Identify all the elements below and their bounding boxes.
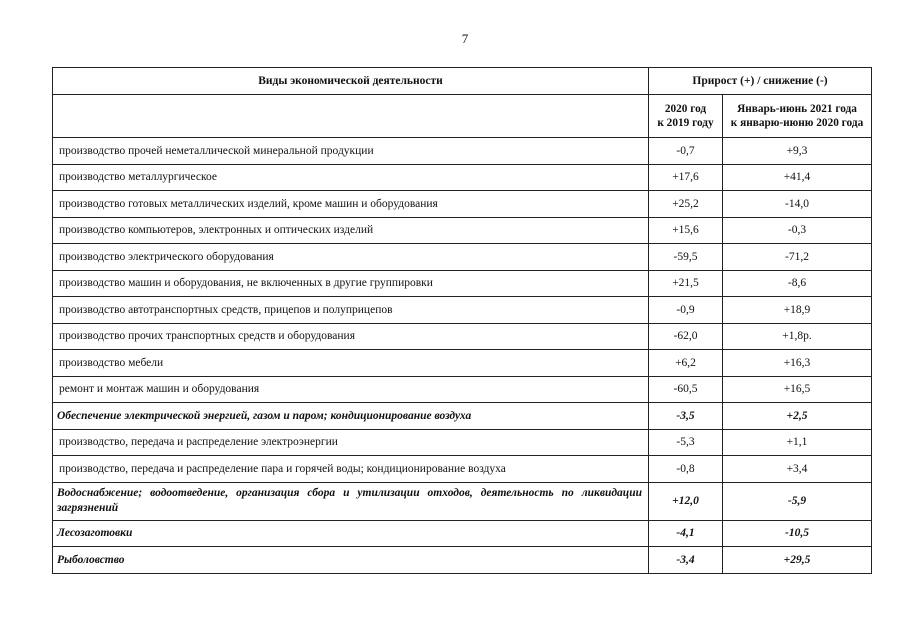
table-row: [53, 297, 872, 324]
value-2020: +25,2: [649, 191, 723, 218]
activity-name: производство прочих транспортных средств и оборудования: [53, 323, 649, 350]
activity-name: производство компьютеров, электронных и оптических изделий: [53, 217, 649, 244]
table-row: [53, 350, 872, 377]
change-header: Прирост (+) / снижение (-): [649, 68, 872, 95]
value-2020: -62,0: [649, 323, 723, 350]
table-row: [53, 429, 872, 456]
value-2020: +15,6: [649, 217, 723, 244]
col-2021-header-line1: Январь-июнь 2021 года: [737, 103, 857, 115]
value-h1-2021: +16,5: [723, 376, 872, 403]
activity-header-spacer: [53, 95, 649, 138]
activity-name: ремонт и монтаж машин и оборудования: [53, 376, 649, 403]
value-2020: -3,5: [649, 403, 723, 430]
value-h1-2021: -8,6: [723, 270, 872, 297]
col-2020-header: [649, 95, 723, 138]
activity-name: производство готовых металлических изделий, кроме машин и оборудования: [53, 191, 649, 218]
value-h1-2021: +1,1: [723, 429, 872, 456]
economic-activity-table: [52, 67, 872, 574]
table-row: [53, 323, 872, 350]
value-2020: +6,2: [649, 350, 723, 377]
activity-name: производство, передача и распределение пара и горячей воды; кондиционирование воздуха: [53, 456, 649, 483]
table-row: [53, 217, 872, 244]
table-row: [53, 376, 872, 403]
col-2021-header-line2: к январю-июню 2020 года: [730, 117, 864, 129]
value-h1-2021: -5,9: [723, 482, 872, 520]
table-row: [53, 244, 872, 271]
activity-name: производство мебели: [53, 350, 649, 377]
table-row-section: [53, 520, 872, 547]
table-row-section: [53, 547, 872, 574]
value-2020: +12,0: [649, 482, 723, 520]
value-2020: -0,8: [649, 456, 723, 483]
table-row: [53, 138, 872, 165]
value-2020: -3,4: [649, 547, 723, 574]
section-name: Лесозаготовки: [53, 520, 649, 547]
value-h1-2021: +18,9: [723, 297, 872, 324]
activity-name: производство автотранспортных средств, прицепов и полуприцепов: [53, 297, 649, 324]
value-2020: -0,7: [649, 138, 723, 165]
section-name: Обеспечение электрической энергией, газом и паром; кондиционирование воздуха: [53, 403, 649, 430]
table-row-section: [53, 482, 872, 520]
activity-name: производство металлургическое: [53, 164, 649, 191]
value-2020: -0,9: [649, 297, 723, 324]
value-2020: +17,6: [649, 164, 723, 191]
activity-name: производство электрического оборудования: [53, 244, 649, 271]
activity-name: производство машин и оборудования, не включенных в другие группировки: [53, 270, 649, 297]
table-row: [53, 270, 872, 297]
section-name: Рыболовство: [53, 547, 649, 574]
value-h1-2021: +3,4: [723, 456, 872, 483]
table-row: [53, 456, 872, 483]
col-2020-header-line1: 2020 год: [664, 103, 707, 115]
col-2021-header: [723, 95, 872, 138]
value-h1-2021: -14,0: [723, 191, 872, 218]
value-h1-2021: +16,3: [723, 350, 872, 377]
value-2020: +21,5: [649, 270, 723, 297]
section-name: Водоснабжение; водоотведение, организация сбора и утилизации отходов, деятельность по ликвидации загрязнений: [53, 482, 649, 520]
activity-name: производство прочей неметаллической минеральной продукции: [53, 138, 649, 165]
activity-header: Виды экономической деятельности: [53, 68, 649, 95]
page-number: 7: [461, 31, 469, 46]
table-row: [53, 164, 872, 191]
value-2020: -60,5: [649, 376, 723, 403]
col-2020-header-line2: к 2019 году: [657, 117, 714, 129]
value-h1-2021: -71,2: [723, 244, 872, 271]
value-h1-2021: -0,3: [723, 217, 872, 244]
value-h1-2021: +9,3: [723, 138, 872, 165]
value-h1-2021: +41,4: [723, 164, 872, 191]
value-2020: -4,1: [649, 520, 723, 547]
value-2020: -59,5: [649, 244, 723, 271]
value-2020: -5,3: [649, 429, 723, 456]
value-h1-2021: +1,8р.: [723, 323, 872, 350]
value-h1-2021: +29,5: [723, 547, 872, 574]
activity-name: производство, передача и распределение электроэнергии: [53, 429, 649, 456]
value-h1-2021: -10,5: [723, 520, 872, 547]
table-row-section: [53, 403, 872, 430]
table-row: [53, 191, 872, 218]
value-h1-2021: +2,5: [723, 403, 872, 430]
